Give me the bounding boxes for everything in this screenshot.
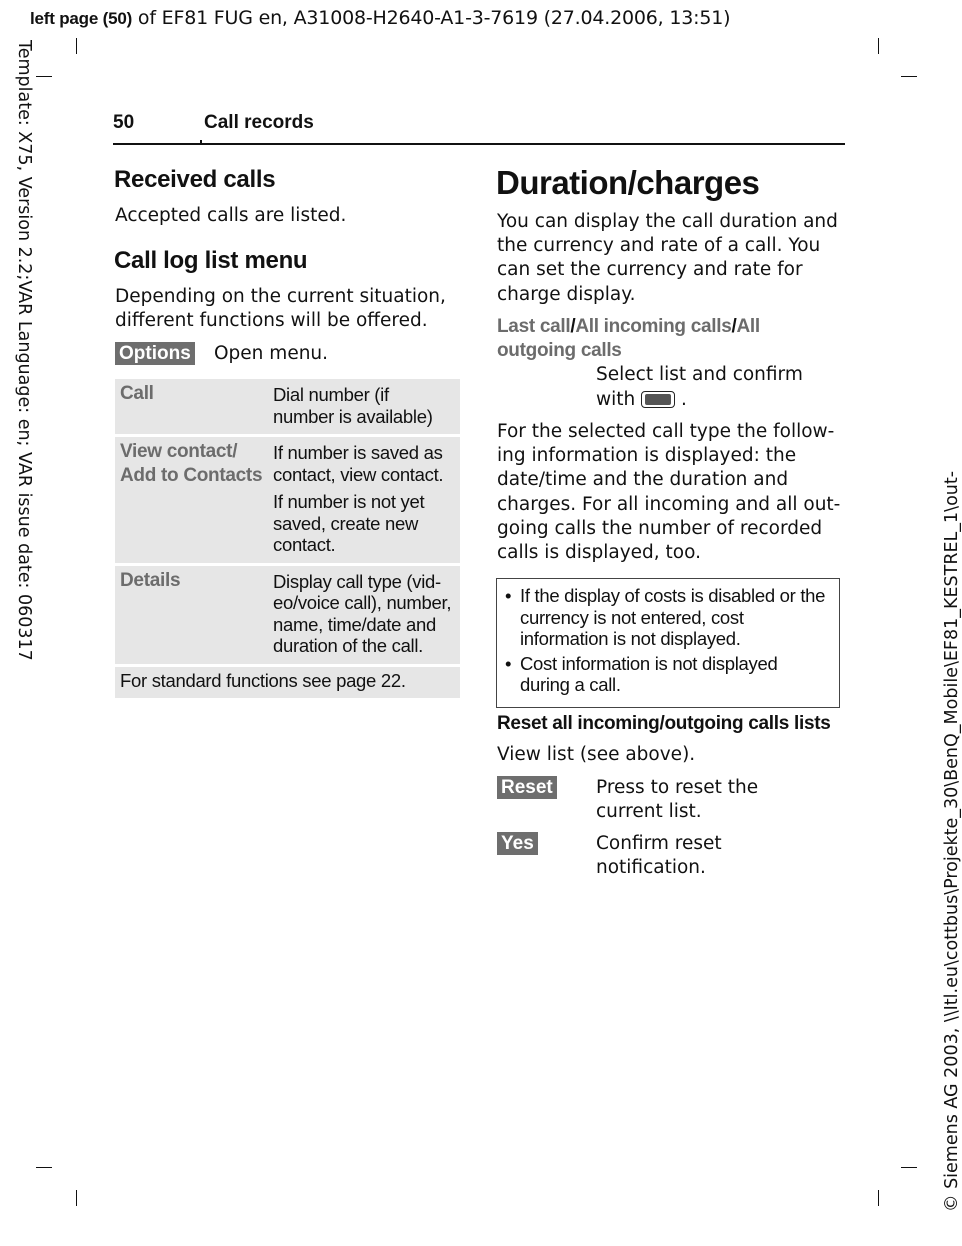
reset-heading: Reset all incoming/outgoing calls lists [497, 713, 831, 734]
crop-mark [36, 76, 52, 77]
table-description-text: Display call type (vid-eo/voice call), number, name, time/date and duration of the call. [273, 570, 452, 656]
yes-softkey [497, 832, 538, 855]
option-separator: / [570, 316, 576, 337]
table-description [269, 566, 460, 664]
table-description-text: Dial number (if number is available) [273, 384, 433, 427]
confirm-with-line [596, 388, 687, 412]
option-separator: / [731, 316, 737, 337]
center-key-icon [641, 391, 675, 408]
crop-mark [76, 1190, 77, 1206]
options-description: Open menu. [214, 343, 329, 364]
table-footer-row [115, 667, 460, 698]
menu-table [115, 379, 460, 701]
option-all-outgoing: All outgoing calls [497, 316, 760, 361]
table-description [269, 437, 460, 563]
table-row [115, 566, 460, 664]
options-key-label: Options [115, 342, 195, 365]
table-footer: For standard functions see page 22. [120, 669, 406, 691]
table-label: Call [120, 383, 154, 404]
crop-mark [878, 1190, 879, 1206]
reset-key-label: Reset [497, 776, 557, 799]
table-description-text: If number is not yet saved, create new contact. [273, 491, 425, 555]
copyright-path: © Siemens AG 2003, \\Itl.eu\cottbus\Projekte_30\BenQ_Mobile\EF81_KESTREL_1\out- [942, 470, 962, 1212]
table-label: View contact/ Add to Contacts [120, 441, 263, 486]
table-label: Details [120, 569, 181, 591]
select-list-text: Select list and confirm [596, 364, 803, 385]
table-row [115, 437, 460, 563]
note-box [496, 578, 840, 708]
option-all-incoming: All incoming calls [575, 316, 732, 337]
template-info: Template: X75, Version 2.2;VAR Language: en; VAR issue date: 060317 [14, 40, 34, 661]
call-log-menu-heading: Call log list menu [114, 247, 308, 274]
header-rule [113, 143, 845, 145]
note-item: • Cost information is not displayed during a call. [505, 653, 831, 696]
header-rule-tick [200, 140, 202, 144]
call-list-options [497, 315, 842, 363]
duration-intro: You can display the call duration and the currency and rate of a call. You can set the currency and rate for charge display. [497, 211, 838, 305]
yes-key-label: Yes [497, 832, 538, 855]
table-row [115, 379, 460, 434]
print-header [30, 7, 730, 29]
info-text: For the selected call type the follow-ing information is displayed: the date/time and the duration and charges. For all incoming and all out-going calls the number of recorded calls is displayed, too. [497, 421, 841, 564]
confirm-with-text: with [596, 389, 636, 410]
print-header-page: left page (50) [30, 9, 133, 28]
print-header-info: of EF81 FUG en, A31008-H2640-A1-3-7619 (27.04.2006, 13:51) [132, 7, 731, 29]
received-calls-text: Accepted calls are listed. [115, 205, 347, 226]
crop-mark [901, 1167, 917, 1168]
crop-mark [901, 76, 917, 77]
reset-softkey [497, 776, 557, 799]
crop-mark [76, 38, 77, 54]
crop-mark [36, 1167, 52, 1168]
note-item: • If the display of costs is disabled or the currency is not entered, cost information is not displayed. [505, 585, 831, 650]
option-last-call: Last call [497, 316, 571, 337]
reset-description: Press to reset the current list. [596, 777, 759, 823]
table-description-text: If number is saved as contact, view contact. [273, 442, 444, 485]
page-number: 50 [113, 112, 135, 133]
yes-description: Confirm reset notification. [596, 833, 722, 879]
received-calls-heading: Received calls [114, 166, 276, 193]
crop-mark [878, 38, 879, 54]
reset-intro: View list (see above). [497, 744, 696, 765]
section-title: Call records [204, 112, 314, 133]
options-softkey [115, 342, 195, 365]
confirm-period: . [681, 389, 687, 410]
section-heading: Duration/charges [496, 164, 760, 201]
call-log-menu-text: Depending on the current situation, different functions will be offered. [115, 286, 446, 332]
table-description [269, 379, 460, 434]
